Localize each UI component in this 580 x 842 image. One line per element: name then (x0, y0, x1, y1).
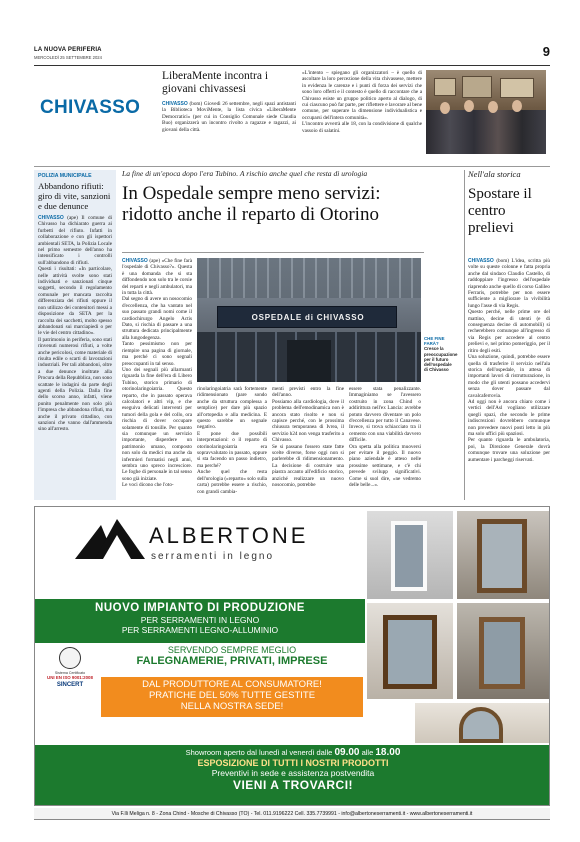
ad-service-line-a: SERVENDO SEMPRE MEGLIO (167, 645, 297, 655)
main-col1: CHIVASSO (ape) «Che fine farà l'ospedale di Chivasso?». Questa è una domanda che si sta diffondendo non solo tra le corsie del reparti e negli ambulatori, ma in tutta la città. Dal segno di avere un nosocomio d'eccellenza, che ha vantato nel suo passato grandi nomi come il cardiochirurgo Angelo Actis Dato, si rischia di passare a una struttura dedicata principalmente alla lungodegenza. Tanto pessimismo non per riempire una pagina di giornale, ma perché ci sono segnali preoccupanti in tal senso. Uno dei segnali più allarmanti riguarda la fine dell'era di Libero Tubino, storico primario di otorinolaringoiatria. Questo reparto, che in passato operava calcolatori e altri vip, e che eseguiva delicati interventi per tumori della gola e del collo, ora rischia di dover occupare solamente di tonsille. Per quanto sia comunque un servizio importante, disperdere un patrimonio umano, composto non solo da medici ma anche da infermieri formatisi negli anni, sembra uno spreco incresciore. Le foghe di personale in tal senso sono già iniziate. Le voci dicono che l'oto- (122, 258, 192, 489)
hospital-photo (197, 258, 421, 382)
ad-service-line-b: FALEGNAMERIE, PRIVATI, IMPRESE (136, 655, 328, 667)
sidebar-right-body: CHIVASSO (bom) L'idea, scritta più volte su queste colonne e fatta propria anche dal sindaco Claudio Castello, di raddoppiare l'ingresso dell'ospedale riaprendo anche quello di corso Galileo Ferraris, potrebbe per non essere sufficiente a migliorare la vivibilità lungo l'asse di via Regis. Questo perché, nelle prime ore del mattino, decine di utenti (e di conseguenza decine di automobili) si recherebbero comunque all'ingresso di via Regis per accedere al centro prelievi e, nel primo pomeriggio, per il ritiro degli esiti. Una soluzione, quindi, potrebbe essere quella di trasferire il servizio nell'ala storica dell'ospedale, in attesa di importanti lavori di ristrutturazione, in modo che gli utenti possano accedervi senza dover passare dal cavalcaferrovia. Ad oggi non è ancora chiaro come i vertici dell'Asl vogliano utilizzare quegli spazi, che secondo le prime indiscrezioni dovrebbero comunque non prevedere nuovi posti letto in più ma solo uffici più spaziosi. Per quanto riguarda le ambulatoria, poi, la Direzione Generale dovrà comunque trovare una soluzione per aumentare i parcheggi riservati. (468, 258, 550, 463)
masthead (34, 44, 550, 66)
ad-banner1-title: NUOVO IMPIANTO DI PRODUZIONE (95, 602, 305, 614)
ad-hours: Showroom aperto dal lunedì al venerdì dalle 09.00 alle 18.00 (185, 747, 401, 758)
ad-logo (75, 513, 325, 587)
ad-cta: VIENI A TROVARCI! (232, 778, 354, 792)
top-story-lead: CHIVASSO (bom) Giovedì 26 settembre, negli spazi antistanti la Biblioteca MoviMente, la lista civica «LiberaMente Democratici» (per cui in Consiglio Comunale siede Claudia Buo) organizzerà un incontro rivolto a ragazze e ragazzi, ai giovani della città. (162, 101, 296, 133)
ad-window-photo-3 (367, 603, 453, 699)
top-story (162, 70, 422, 162)
certification-seal-icon (59, 647, 81, 669)
paper-name: LA NUOVA PERIFERIA (34, 47, 102, 53)
ad-consumer-banner (101, 677, 363, 717)
cert-line-3: SINCERT (56, 682, 84, 688)
hospital-sign: OSPEDALE di CHIVASSO (251, 313, 365, 322)
ad-block (34, 506, 550, 806)
ad-window-photo-4 (457, 603, 549, 699)
photo-caption (424, 336, 456, 372)
photo-caption-title: CHE FINE FARÀ? (424, 336, 445, 347)
ad-window-photo-5 (415, 703, 549, 743)
main-col4: essere stata penalizzante. Immaginiamo se l'avessero costruito in zona Chind o addirittura nell'ex Lancia: avrebbe potuto davvero diventare un polo d'eccellenza per tutto il Canavese. Invece, si trova schiacciato tra il cemento con una viabilità davvero difficile. Ora spetta alla politica muoversi per evitare il peggio. Il nuovo piano aziendale è atteso nelle prossime settimane, e c'è chi prevede svilupp significativi. Come si suol dire, «ne vedremo delle belle...». (349, 386, 421, 489)
sidebar-right-kicker: Nell'ala storica (468, 169, 521, 179)
main-col2: rinolaringoiatria sarà fortemente ridimensionato (pare sondo anche da struttura complessa a semplice) per dare più spazio all'ortopedia e alla medicina. E questo sarebbe un segnale negativo. E pone due possibili interpretazioni: o il reparto di otorinolaringoiatria era sopravvalutato in passato, oppure si sta facendo un passo indietro, ma perché? Anche quel che resta dell'urologia («reparto» solo sulla carta) potrebbe essere a rischio, con grandi cambia- (197, 386, 267, 495)
ad-consumer-line-c: NELLA NOSTRA SEDE! (180, 701, 284, 712)
page-number: 9 (542, 44, 550, 59)
sidebar-left-title: Abbandono rifiuti: giro di vite, sanzioni e due denunce (38, 181, 111, 211)
issue-date: MERCOLEDÌ 25 SETTEMBRE 2024 (34, 55, 102, 60)
ad-banner-production (35, 599, 365, 643)
sidebar-right-title: Spostare il centro prelievi (468, 186, 532, 236)
sidebar-left-body: CHIVASSO (ape) Il comune di Chivasso ha dichiarato guerra ai furbetti del rifiuto. Infatti in collaborazione e con gli ispettori ambientali SETA, la Polizia Locale nel primo semestre dell'anno ha intensificato i controlli sull'abbandono di rifiuti. Questi i risultati: «In particolare, nelle attività svolte sono stati individuati e sanzionati cinque soggetti, secondo il regolamento comunale per mancata raccolta differenziata dei rifiuti oppure il non utilizzo dei contenitori messi a disposizione da SETA per la raccolta dei sacchetti, molto spesso abbandonati sui marciapiedi o per le vie del centro cittadino». Il patrimonio in periferia, sono stati rinvenuti numerosi rifiuti, a volte anche pericolosi, come materiale di risulta edile o scarti di lavorazioni industriali. Per tali abbandoni, oltre a due denunce inoltrate alla Procura della Repubblica, non sono scattate le indagini da parte degli agenti della Polizia. Dalla fine dello scorso anno, infatti, viene punito penalmente non solo più l'impresa che abbandona rifiuti, ma anche il privato cittadino, con sanzioni che vanno dall'ammenda sino all'arresto. (38, 215, 112, 433)
ad-window-photo-1 (367, 511, 453, 599)
photo-caption-text: Cresce la preoccupazione per il futuro dell'ospedale di Chivasso (424, 346, 458, 373)
ad-banner1-line-b: PER SERRAMENTI LEGNO-ALLUMINIO (121, 625, 279, 635)
ad-quote: Preventivi in sede e assistenza postvendita (211, 768, 375, 778)
cert-line-1: Sistema Certificato (54, 671, 86, 675)
section-label: CHIVASSO (40, 97, 141, 118)
ad-banner1-line-a: PER SERRAMENTI IN LEGNO (140, 615, 260, 625)
ad-tagline: serramenti in legno (151, 551, 275, 562)
ad-exhibit: ESPOSIZIONE DI TUTTI I NOSTRI PRODOTTI (197, 758, 389, 768)
ad-showroom (35, 745, 550, 806)
sidebar-left-kicker: POLIZIA MUNICIPALE (38, 173, 92, 179)
main-col3: menti previsti entro la fine dell'anno. Possiamo alla cardiologia, dove il problema dell'emodinamica non è ancora stato risolto e non si capisce perché, con le prossima chiusura temporanea di Ivrea, il servizio h24 non venga trasferito a Chivasso. Se si passano fossero state fatte scelte diverse, forse oggi non si parlerebbe di ridimensionamento. La decisione di costruire una piastra accanto all'edificio storico, anziché realizzare un nuovo nosocomio, potrebbe (272, 386, 344, 489)
sidebar-left (34, 170, 116, 500)
ad-brand: ALBERTONE (149, 523, 309, 548)
top-story-photo (426, 70, 546, 154)
cert-line-2: UNI EN ISO 9001:2008 (47, 675, 93, 680)
top-story-title: LiberaMente incontra i giovani chivassesi (162, 70, 269, 95)
ad-service (101, 645, 363, 667)
albertone-logo-icon (75, 515, 145, 559)
main-title: In Ospedale sempre meno servizi: ridotto anche il reparto di Otorino (122, 183, 381, 225)
ad-consumer-line-b: PRATICHE DEL 50% TUTTE GESTITE (148, 690, 316, 701)
ad-consumer-line-a: DAL PRODUTTORE AL CONSUMATORE! (142, 679, 322, 690)
main-kicker: La fine di un'epoca dopo l'era Tubino. A rischio anche quel che resta di urologia (122, 169, 368, 178)
top-story-col2: «L'intento – spiegano gli organizzatori – è quello di ascoltare la loro percezione della vita chivassese, mettere in evidenza le carenze e i punti di forza dei servizi che sono loro offerti e il contesto è quello di raccontare che a Chivasso esiste un gruppo politico aperto al dialogo, di cui ciascuno può far parte, per riflettere e lavorare al bene comune, per superare la dimensione individualistica e occuparsi dell'intera comunità». L'incontro avverrà alle 18, con la condivisione di qualche vassoio di salatini. (302, 70, 422, 134)
ad-footer: Via F.lli Meliga n. 8 - Zona Chind - Mosche di Chivasso (TO) - Tel. 011.9196222 Cell. 335.7739991 - info@albertoneserramenti.it - www.albertoneserramenti.it (34, 808, 550, 820)
ad-window-photo-2 (457, 511, 549, 599)
ad-certification (41, 647, 99, 703)
